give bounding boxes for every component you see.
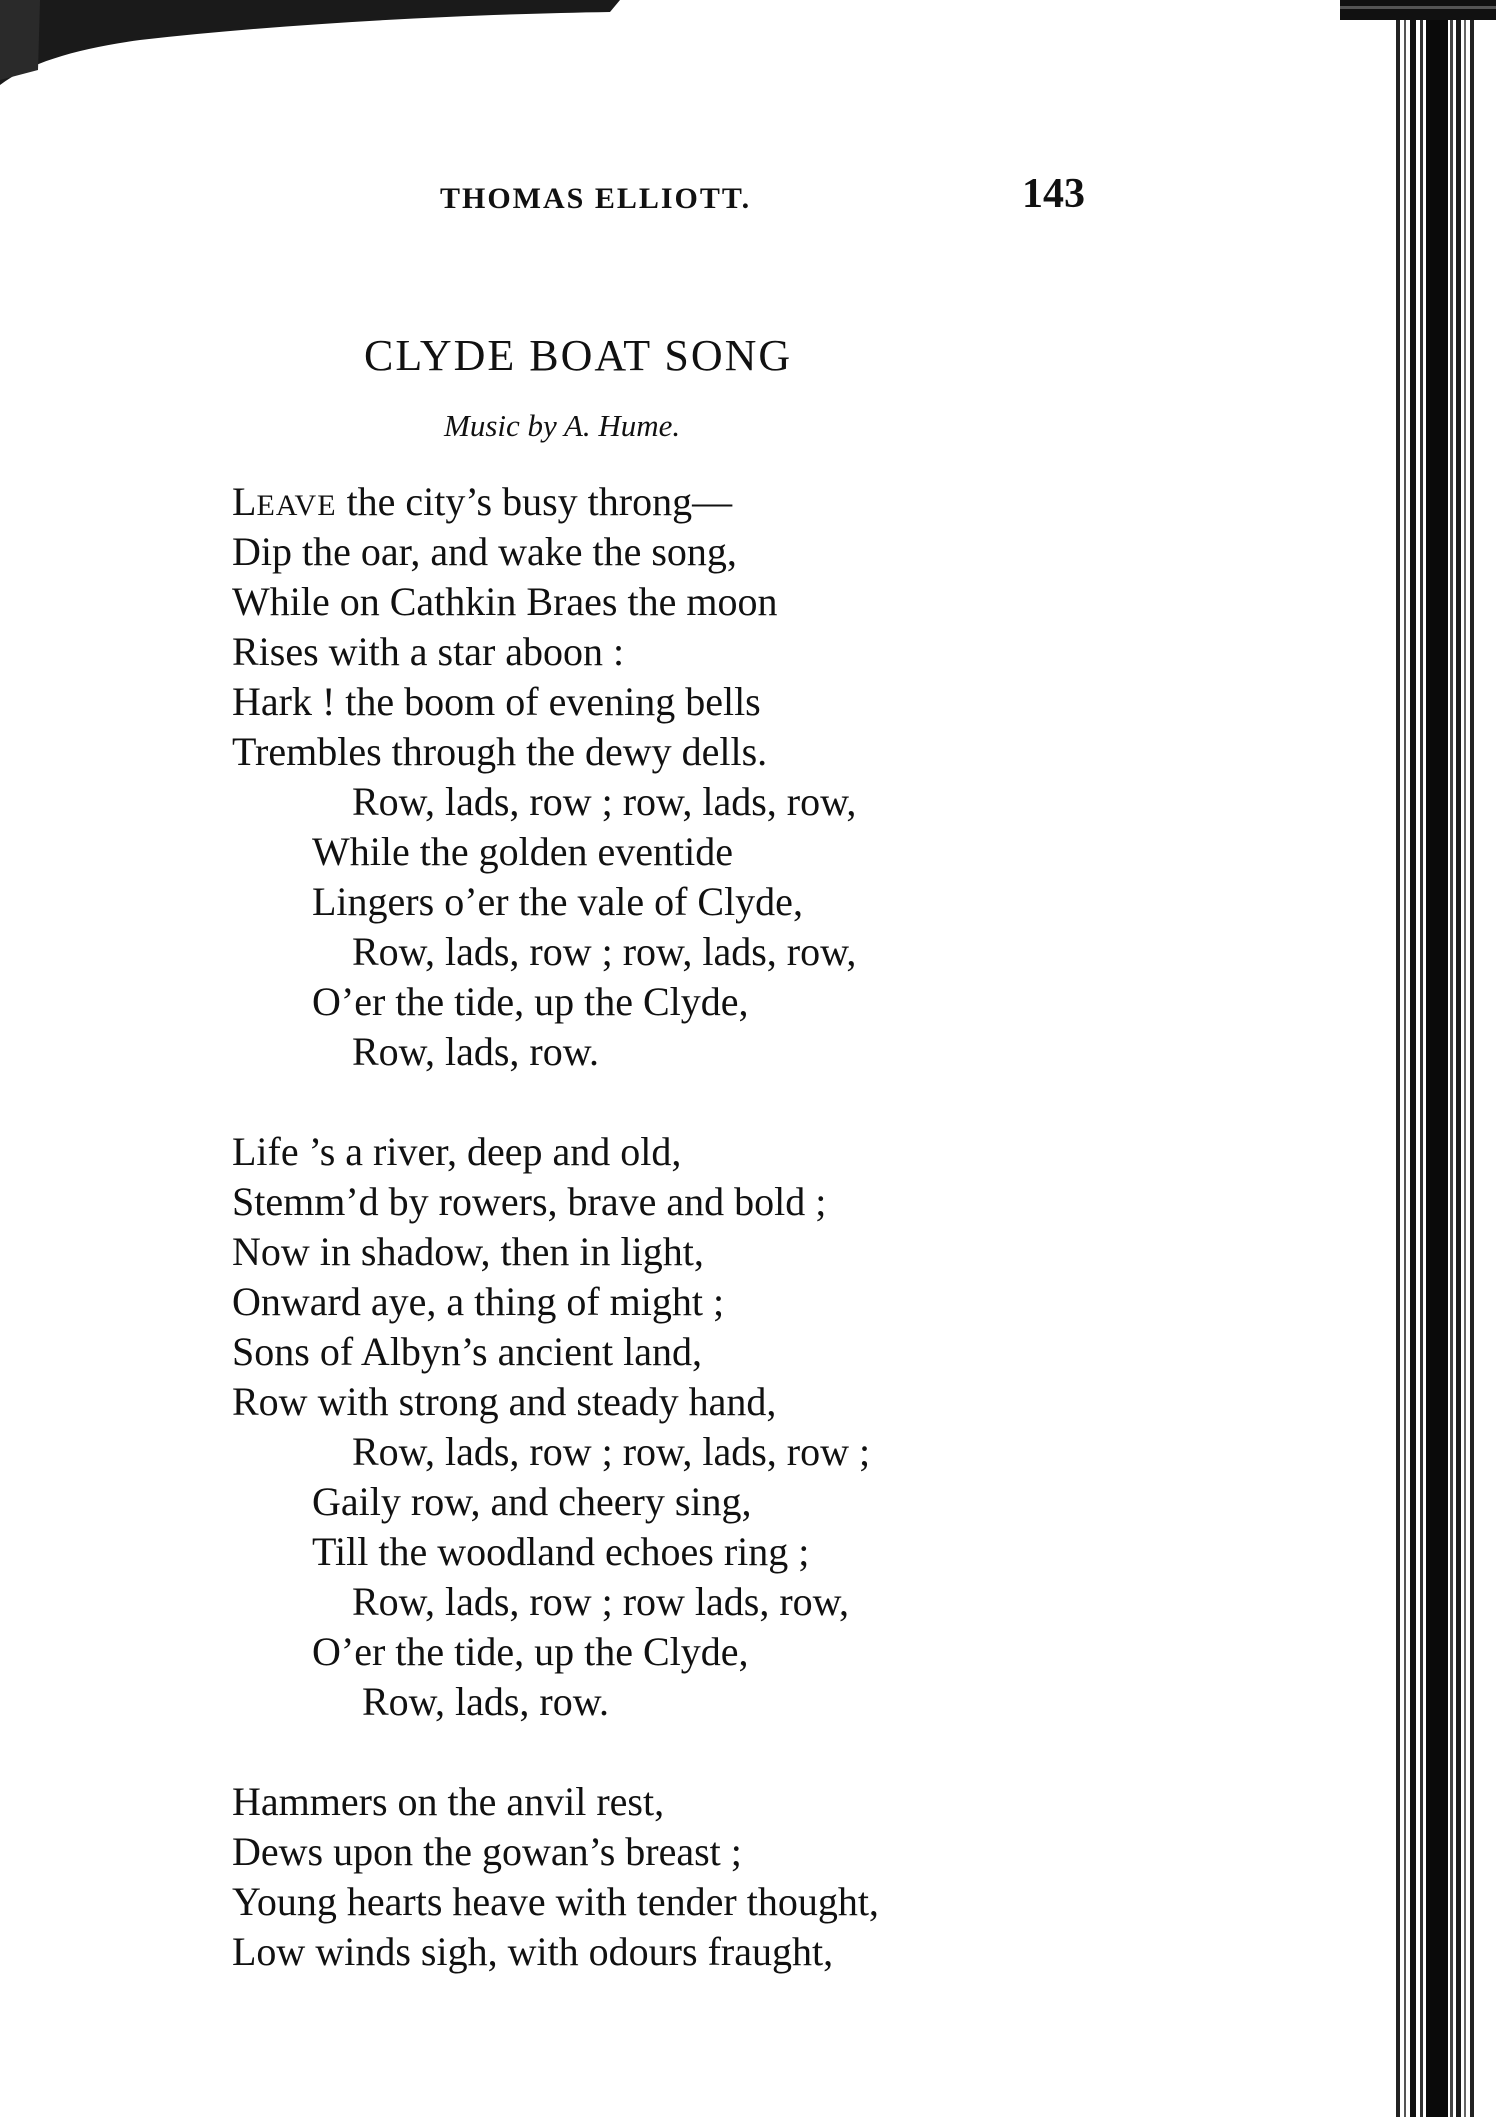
chorus-line: Row, lads, row ; row, lads, row,: [352, 929, 857, 974]
music-credit: Music by A. Hume.: [444, 408, 681, 443]
song-title: CLYDE BOAT SONG: [364, 331, 793, 380]
verse-line: Low winds sigh, with odours fraught,: [232, 1929, 834, 1974]
verse-line: While on Cathkin Braes the moon: [232, 579, 778, 624]
drop-initial: L: [232, 479, 257, 524]
verse-line: Now in shadow, then in light,: [232, 1229, 704, 1274]
chorus-line: Row, lads, row ; row lads, row,: [352, 1579, 849, 1624]
chorus-line: Row, lads, row.: [362, 1679, 610, 1724]
chorus-line: Row, lads, row ; row, lads, row,: [352, 779, 857, 824]
verse-line: Row with strong and steady hand,: [232, 1379, 777, 1424]
verse-line: [232, 479, 733, 524]
first-line-text: the city’s busy throng—: [336, 479, 733, 524]
verse-line: Dews upon the gowan’s breast ;: [232, 1829, 742, 1874]
book-binding-edge: [1340, 0, 1496, 2117]
verse-line: Hark ! the boom of evening bells: [232, 679, 761, 724]
verse-line: Dip the oar, and wake the song,: [232, 529, 737, 574]
verse-line: Onward aye, a thing of might ;: [232, 1279, 725, 1324]
scan-smudge-decoration: [0, 0, 620, 110]
first-word-rest: EAVE: [256, 489, 337, 522]
chorus-line: Row, lads, row ; row, lads, row ;: [352, 1429, 871, 1474]
verse-line: Sons of Albyn’s ancient land,: [232, 1329, 702, 1374]
chorus-line: Lingers o’er the vale of Clyde,: [312, 879, 803, 924]
verse-line: Trembles through the dewy dells.: [232, 729, 768, 774]
chorus-line: Row, lads, row.: [352, 1029, 600, 1074]
chorus-line: While the golden eventide: [312, 829, 733, 874]
page-number: 143: [1022, 171, 1085, 217]
chorus-line: Gaily row, and cheery sing,: [312, 1479, 752, 1524]
verse-line: Young hearts heave with tender thought,: [232, 1879, 879, 1924]
chorus-line: O’er the tide, up the Clyde,: [312, 1629, 749, 1674]
chorus-line: O’er the tide, up the Clyde,: [312, 979, 749, 1024]
chorus-line: Till the woodland echoes ring ;: [312, 1529, 810, 1574]
verse-line: Rises with a star aboon :: [232, 629, 625, 674]
verse-line: Hammers on the anvil rest,: [232, 1779, 665, 1824]
verse-line: Stemm’d by rowers, brave and bold ;: [232, 1179, 827, 1224]
running-head: THOMAS ELLIOTT.: [440, 182, 752, 215]
verse-line: Life ’s a river, deep and old,: [232, 1129, 682, 1174]
